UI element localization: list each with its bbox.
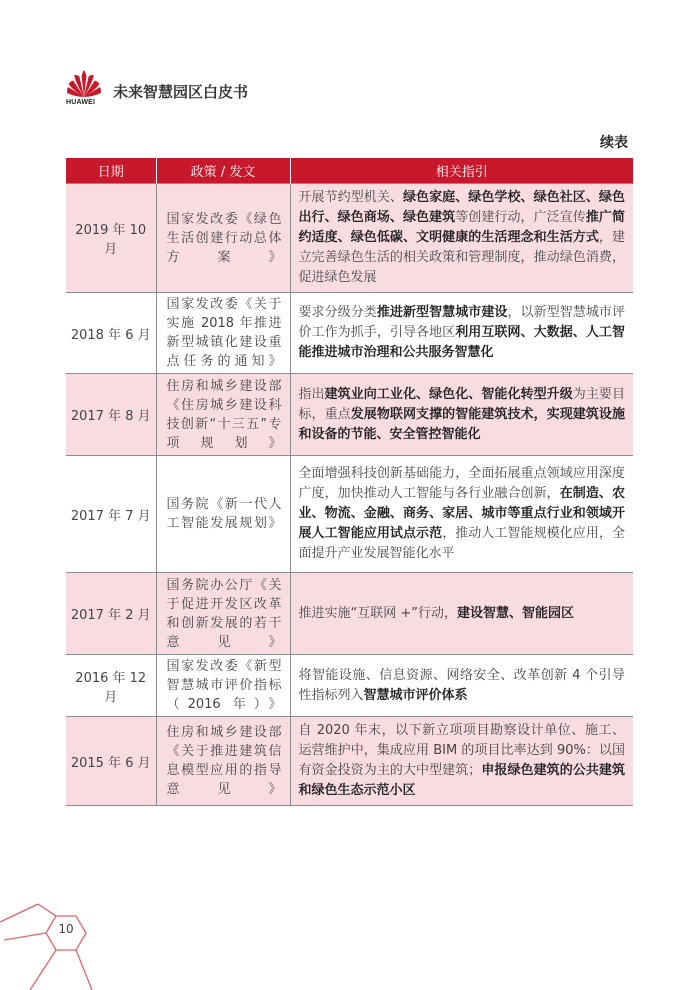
table-row <box>66 655 633 717</box>
policy-cell: 国务院《新一代人工智能发展规划》 <box>156 456 290 573</box>
date-cell: 2017 年 2 月 <box>66 573 156 655</box>
guidance-text: 开展节约型机关、 <box>298 190 403 205</box>
document-title: 未来智慧园区白皮书 <box>113 83 249 101</box>
guidance-text: 推进实施“互联网 +”行动， <box>298 605 457 621</box>
footer-line <box>4 933 46 940</box>
guidance-emphasis: 建设智慧、智能园区 <box>457 605 575 621</box>
guidance-emphasis: 推广简约适度、绿色低碳、文明健康的生活理念和生活方式 <box>298 210 625 245</box>
date-cell: 2016 年 12 月 <box>66 655 156 717</box>
policy-cell: 国家发改委《绿色生活创建行动总体方案》 <box>156 184 290 293</box>
guidance-cell <box>290 655 633 717</box>
guidance-text: 为主要目标，重点 <box>298 386 625 422</box>
guidance-cell <box>290 717 633 806</box>
guidance-emphasis: 利用互联网、大数据、人工智能推进城市治理和公共服务智慧化 <box>298 325 625 360</box>
footer-line <box>38 904 56 916</box>
policy-cell: 国家发改委《新型智慧城市评价指标（2016 年）》 <box>156 655 290 717</box>
date-cell: 2019 年 10 月 <box>66 184 156 293</box>
guidance-emphasis: 在制造、农业、物流、金融、商务、家居、城市等重点行业和领域开展人工智能应用试点示范 <box>298 486 625 541</box>
guidance-emphasis: 建筑业向工业化、绿色化、智能化转型升级 <box>324 386 573 402</box>
guidance-text: ，以新型智慧城市评价工作为抓手，引导各地区 <box>298 305 625 340</box>
column-header-date: 日期 <box>66 158 156 184</box>
footer-line <box>76 950 92 990</box>
footer-line <box>30 950 56 990</box>
guidance-text: 要求分级分类 <box>298 305 377 320</box>
table-row <box>66 456 633 573</box>
policy-cell: 住房和城乡建设部《关于推进建筑信息模型应用的指导意见》 <box>156 717 290 806</box>
guidance-text: 将智能设施、信息资源、网络安全、改革创新 4 个引导性指标列入 <box>298 667 625 703</box>
table-row <box>66 184 633 293</box>
guidance-cell <box>290 456 633 573</box>
continued-label: 续表 <box>600 135 628 151</box>
table-row <box>66 717 633 806</box>
table-row <box>66 293 633 374</box>
guidance-emphasis: 推进新型智慧城市建设 <box>376 305 508 320</box>
logo-wordmark: HUAWEI <box>66 99 96 106</box>
date-cell: 2017 年 8 月 <box>66 374 156 456</box>
date-cell: 2017 年 7 月 <box>66 456 156 573</box>
guidance-text: ，推动人工智能规模化应用，全面提升产业发展智能化水平 <box>298 526 625 561</box>
footer-decoration <box>0 880 700 990</box>
guidance-emphasis: 智慧城市评价体系 <box>363 687 468 703</box>
guidance-cell <box>290 374 633 456</box>
table-row <box>66 573 633 655</box>
guidance-text: 全面增强科技创新基础能力，全面拓展重点领域应用深度广度，加快推动人工智能与各行业融合创新， <box>298 466 625 501</box>
page-number: 10 <box>58 922 74 936</box>
table-header-row <box>66 158 633 184</box>
date-cell: 2018 年 6 月 <box>66 293 156 374</box>
date-cell: 2015 年 6 月 <box>66 717 156 806</box>
policy-cell: 住房和城乡建设部《住房城乡建设科技创新“十三五”专项规划》 <box>156 374 290 456</box>
column-header-guidance: 相关指引 <box>290 158 633 184</box>
policy-cell: 国家发改委《关于实施 2018 年推进新型城镇化建设重点任务的通知》 <box>156 293 290 374</box>
guidance-cell <box>290 573 633 655</box>
column-header-policy: 政策 / 发文 <box>156 158 290 184</box>
guidance-emphasis: 绿色家庭、绿色学校、绿色社区、绿色出行、绿色商场、绿色建筑 <box>298 190 625 225</box>
guidance-emphasis: 申报绿色建筑的公共建筑和绿色生态示范小区 <box>298 763 625 798</box>
guidance-text: 自 2020 年末，以下新立项项目勘察设计单位、施工、运营维护中，集成应用 BIM 的项目比率达到 90%：以国有资金投资为主的大中型建筑； <box>298 723 625 778</box>
guidance-cell <box>290 293 633 374</box>
policy-cell: 国务院办公厅《关于促进开发区改革和创新发展的若干意见》 <box>156 573 290 655</box>
footer-line <box>0 904 38 922</box>
guidance-text: 指出 <box>298 386 325 402</box>
huawei-logo-icon <box>64 68 104 100</box>
guidance-text: 等创建行动，广泛宣传 <box>455 210 586 225</box>
table-row <box>66 374 633 456</box>
guidance-emphasis: 发展物联网支撑的智能建筑技术，实现建筑设施和设备的节能、安全管控智能化 <box>298 406 625 442</box>
guidance-text: ，建立完善绿色生活的相关政策和管理制度，推动绿色消费，促进绿色发展 <box>298 230 625 285</box>
guidance-cell <box>290 184 633 293</box>
policy-table <box>66 158 633 806</box>
